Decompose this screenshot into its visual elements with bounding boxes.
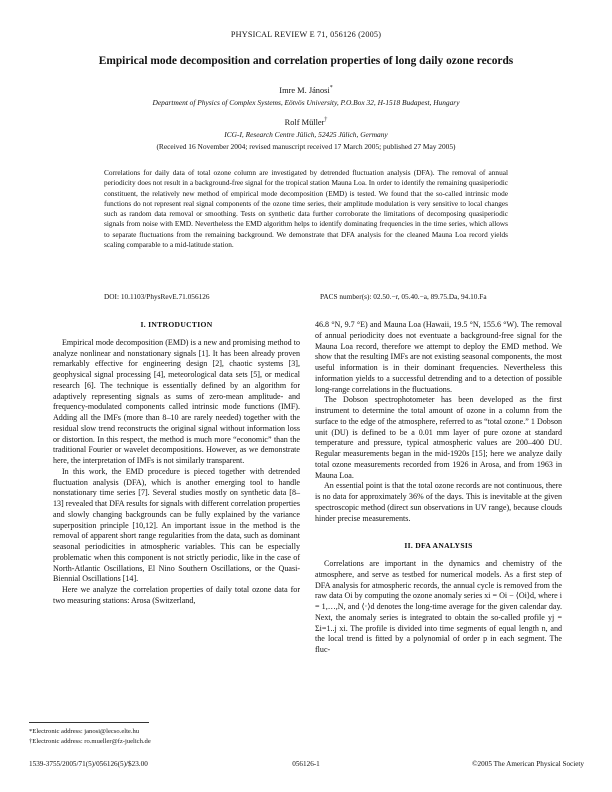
footnote-rule — [29, 722, 149, 723]
intro-paragraph-1: Empirical mode decomposition (EMD) is a new and promising method to analyze nonlinear and nonstationary signals [1]. It has been already proven remarkably effective for engineering design [2], chaotic systems [3], geophysical signal processing [4], meteorological data sets [5], or medical research [6]. The technique is essentially defined by an algorithm for adaptively representing signals as sums of zero-mean amplitude- and frequency-modulated components called intrinsic mode functions (IMF). Adding all the IMFs (more than 8–10 are rarely needed) together with the residual slow trend reconstructs the original signal without information loss or distortion. In this respect, the method is much more “economic” than the traditional Fourier or wavelet decompositions. However, as we demonstrate here, the interpretation of IMFs is not similarly transparent. — [53, 337, 300, 465]
doi: DOI: 10.1103/PhysRevE.71.056126 — [104, 292, 210, 301]
intro-paragraph-5: The Dobson spectrophotometer has been developed as the first instrument to determine the total amount of ozone in a column from the surface to the edge of the atmosphere, referred to as “total ozone.” 1 Dobson unit (DU) is defined to be a 0.01 mm layer of pure ozone at standard temperature and pressure, typical atmospheric values are 200–400 DU. Regular measurements began in the mid-1920s [15]; here we analyze daily total ozone measurements recorded from 1926 in Arosa, and from 1963 in Mauna Loa. — [315, 395, 562, 480]
author-1-mark: * — [329, 85, 333, 92]
section-heading-dfa: II. DFA ANALYSIS — [404, 541, 473, 551]
footnote-1: *Electronic address: janosi@lecso.elte.hu — [29, 728, 140, 735]
dfa-paragraph-1: Correlations are important in the dynamics and chemistry of the atmosphere, and serve as testbed for numerical models. As a first step of DFA analysis for atmospheric records, the annual cycle is removed from the raw data Oi by computing the ozone anomaly series xi = Oi − ⟨Oi⟩d, where i = 1,…,N, and ⟨·⟩d denotes the long-time average for the given calendar day. Next, the anomaly series is integrated to obtain the so-called profile yj = Σi=1..j xi. The profile is divided into time segments of equal length n, and the local trend is fitted by a polynomial of order p in each segment. The fluc- — [315, 559, 562, 654]
left-column — [53, 320, 300, 607]
right-column — [315, 320, 562, 656]
pacs-numbers: PACS number(s): 02.50.−r, 05.40.−a, 89.75.Da, 94.10.Fa — [320, 292, 487, 301]
footer-copyright: ©2005 The American Physical Society — [472, 760, 584, 768]
author-2-mark: † — [324, 117, 328, 124]
abstract: Correlations for daily data of total ozone column are investigated by detrended fluctuation analysis (DFA). The removal of annual periodicity does not result in a background-free signal for the tropical station Mauna Loa. In order to identify the remaining quasiperiodic constituent, the relatively new method of empirical mode decomposition (EMD) is tested. We found that the so-called intrinsic mode functions do not represent real signal components of the ozone time series, their amplitude modulation is very sensitive to local changes such as random data removal or smoothing. Tests on synthetic data further corroborate the limitations of decomposing quasiperiodic signals from noise with EMD. Nevertheless the EMD algorithm helps to identify dominating frequencies in the time series, which allows to separate fluctuations from the remaining background. We demonstrate that DFA analysis for the cleaned Mauna Loa record yields scaling comparable to a mid-latitude station. — [104, 168, 508, 250]
author-1 — [0, 86, 612, 95]
intro-paragraph-3: Here we analyze the correlation properties of daily total ozone data for two measuring stations: Arosa (Switzerland, — [53, 585, 300, 605]
section-heading-introduction: I. INTRODUCTION — [140, 320, 213, 329]
running-head: PHYSICAL REVIEW E 71, 056126 (2005) — [230, 30, 382, 39]
paper-title: Empirical mode decomposition and correlation properties of long daily ozone records — [98, 55, 514, 67]
author-2-affiliation: ICG-I, Research Centre Jülich, 52425 Jülich, Germany — [224, 130, 388, 139]
footnote-2: †Electronic address: ro.mueller@fz-juelich.de — [29, 738, 151, 745]
received-dates: (Received 16 November 2004; revised manuscript received 17 March 2005; published 27 May 2005) — [156, 142, 456, 151]
intro-paragraph-4: 46.8 °N, 9.7 °E) and Mauna Loa (Hawaii, 19.5 °N, 155.6 °W). The removal of annual periodicity does not eventuate a background-free signal for the Mauna Loa record, therefore we attempt to deploy the EMD method. We show that the resulting IMFs are not existing seasonal components, the most useful information is in their dominant frequencies. Nevertheless this information yields to a successful detrending and to a detection of possible long-range correlations in the fluctuations. — [315, 320, 562, 394]
author-2-name: Rolf Müller — [284, 118, 325, 127]
intro-paragraph-2: In this work, the EMD procedure is pieced together with detrended fluctuation analysis (DFA), which is another emerging tool to handle nonstationary time series [7]. Several studies mostly on synthetic data [8–13] revealed that DFA results for signals with different correlation properties and slowly changing backgrounds can be fully explained by the variance superposition principle [10,12]. An important issue in the method is the removal of apparent short range regularities from the data, such as dominant seasonal periodicities in atmospheric variables. This can be especially problematic when this component is not strictly periodic, like in the case of North-Atlantic Oscillations, El Nino Southern Oscillations, or the Quasi-Biennial Oscillations [14]. — [53, 466, 300, 584]
author-2 — [0, 118, 612, 127]
author-1-affiliation: Department of Physics of Complex Systems, Eötvös University, P.O.Box 32, H-1518 Budapest, Hungary — [152, 98, 460, 107]
author-1-name: Imre M. Jánosi — [279, 86, 330, 95]
footer-issn: 1539-3755/2005/71(5)/056126(5)/$23.00 — [29, 760, 148, 768]
intro-paragraph-6: An essential point is that the total ozone records are not continuous, there is no data for approximately 36% of the days. This is inevitable at the given spectroscopic method (direct sun observations in UV range), because clouds hinder precise measurements. — [315, 481, 562, 523]
footer-page-number: 056126-1 — [292, 760, 320, 768]
